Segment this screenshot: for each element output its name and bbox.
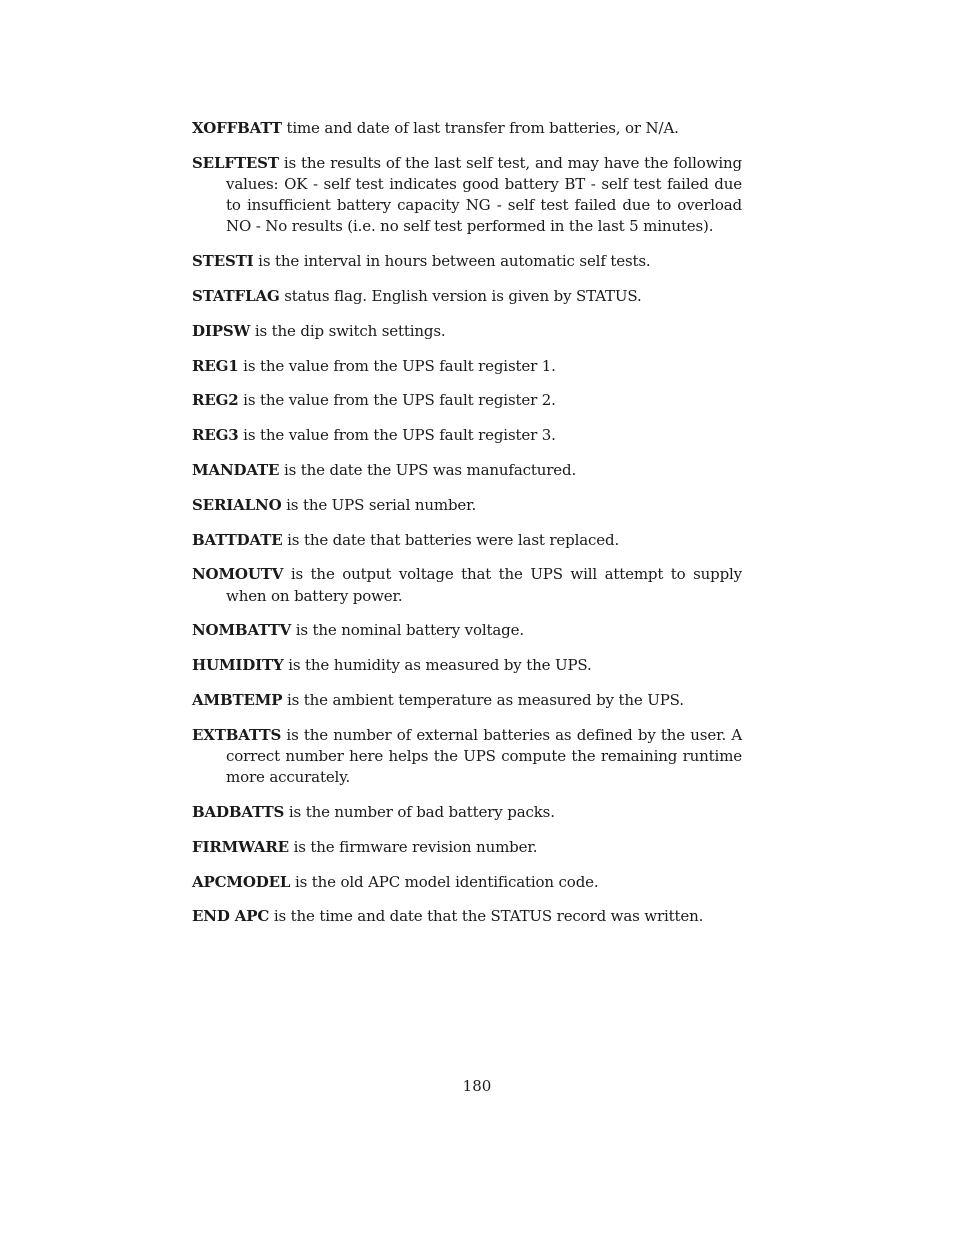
definition-term: STESTI bbox=[192, 252, 254, 271]
definition-text: is the results of the last self test, and may have the following values: OK - self test indicates good battery BT - self test failed due to insufficient battery capacity NG - self test failed due to overload NO - No results (i.e. no self test performed in the last 5 minutes). bbox=[226, 153, 742, 236]
definition-reg3 bbox=[192, 425, 742, 446]
definition-term: HUMIDITY bbox=[192, 656, 284, 675]
definition-selftest bbox=[192, 153, 742, 238]
definition-term: SERIALNO bbox=[192, 495, 282, 514]
definition-term: BADBATTS bbox=[192, 802, 285, 821]
definition-text: is the date that batteries were last replaced. bbox=[287, 530, 620, 549]
definition-ambtemp bbox=[192, 690, 742, 711]
definition-xoffbatt bbox=[192, 118, 742, 139]
definition-term: REG3 bbox=[192, 426, 239, 445]
definition-term: FIRMWARE bbox=[192, 837, 289, 856]
definition-apcmodel bbox=[192, 872, 742, 893]
definition-mandate bbox=[192, 460, 742, 481]
definition-text: is the firmware revision number. bbox=[293, 837, 538, 856]
definition-text: is the number of bad battery packs. bbox=[288, 802, 555, 821]
definition-text: is the humidity as measured by the UPS. bbox=[288, 656, 592, 675]
definition-term: EXTBATTS bbox=[192, 725, 282, 744]
definition-term: SELFTEST bbox=[192, 153, 279, 172]
definition-text: is the old APC model identification code. bbox=[294, 872, 599, 891]
definition-text: is the output voltage that the UPS will attempt to supply when on battery power. bbox=[226, 565, 743, 605]
definition-term: XOFFBATT bbox=[192, 119, 282, 137]
definition-term: NOMOUTV bbox=[192, 565, 284, 584]
definition-reg2 bbox=[192, 390, 742, 411]
definition-term: AMBTEMP bbox=[192, 690, 283, 709]
definition-text: is the number of external batteries as defined by the user. A correct number here helps the UPS compute the remaining runtime more accurately. bbox=[226, 725, 743, 787]
definition-stesti bbox=[192, 251, 742, 272]
definition-term: END APC bbox=[192, 907, 270, 926]
definition-reg1 bbox=[192, 356, 742, 377]
definition-dipsw bbox=[192, 321, 742, 342]
definition-text: is the value from the UPS fault register 1. bbox=[243, 356, 556, 375]
definition-end-apc bbox=[192, 906, 742, 927]
definition-text: is the dip switch settings. bbox=[254, 321, 446, 340]
page-number: 180 bbox=[462, 1077, 492, 1095]
definition-badbatts bbox=[192, 802, 742, 823]
definition-term: BATTDATE bbox=[192, 530, 283, 549]
definition-firmware bbox=[192, 837, 742, 858]
definition-text: time and date of last transfer from batteries, or N/A. bbox=[286, 119, 679, 137]
definition-battdate bbox=[192, 530, 742, 551]
definition-humidity bbox=[192, 655, 742, 676]
definition-term: REG1 bbox=[192, 356, 239, 375]
definition-term: MANDATE bbox=[192, 460, 280, 479]
definition-serialno bbox=[192, 495, 742, 516]
definition-term: STATFLAG bbox=[192, 287, 280, 305]
definition-term: DIPSW bbox=[192, 321, 251, 340]
definition-nombattv bbox=[192, 620, 742, 641]
definition-text: is the date the UPS was manufactured. bbox=[283, 460, 577, 479]
definition-nomoutv bbox=[192, 564, 742, 606]
definition-text: is the value from the UPS fault register 3. bbox=[243, 426, 556, 445]
definition-text: status flag. English version is given by STATUS. bbox=[284, 287, 642, 305]
definition-text: is the UPS serial number. bbox=[286, 495, 477, 514]
definition-list bbox=[192, 118, 742, 941]
definition-text: is the value from the UPS fault register 2. bbox=[243, 391, 556, 410]
definition-extbatts bbox=[192, 725, 742, 789]
definition-term: APCMODEL bbox=[192, 872, 291, 891]
definition-term: REG2 bbox=[192, 391, 239, 410]
definition-text: is the ambient temperature as measured by the UPS. bbox=[286, 690, 684, 709]
definition-term: NOMBATTV bbox=[192, 621, 292, 640]
definition-text: is the interval in hours between automatic self tests. bbox=[258, 252, 651, 271]
definition-text: is the time and date that the STATUS record was written. bbox=[273, 907, 704, 926]
definition-text: is the nominal battery voltage. bbox=[295, 621, 524, 640]
definition-statflag bbox=[192, 286, 742, 307]
